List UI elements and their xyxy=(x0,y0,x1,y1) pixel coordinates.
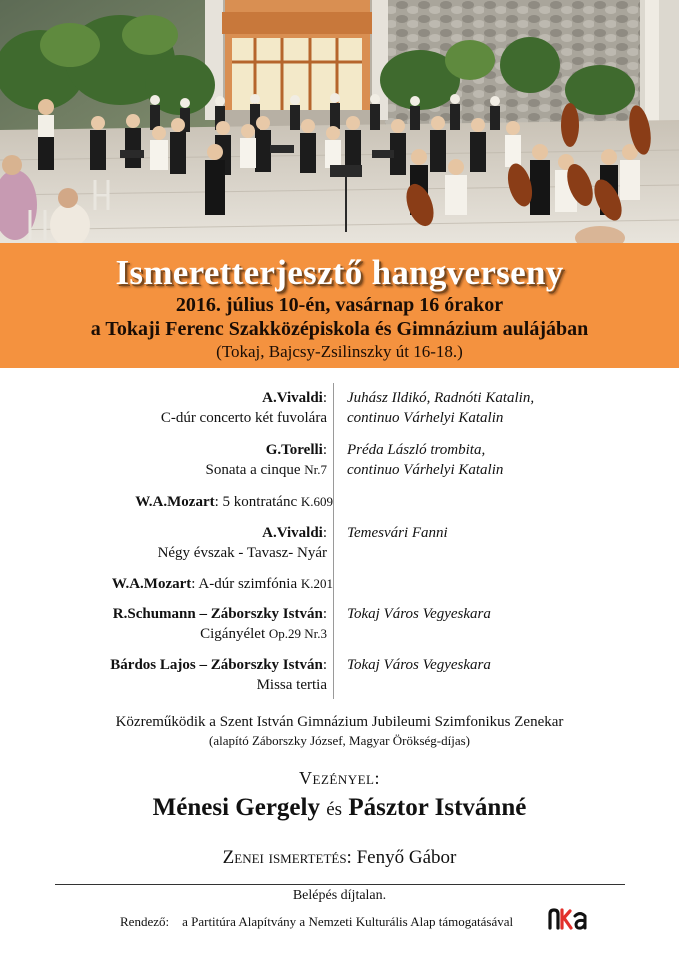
participants-text: Közreműködik a Szent István Gimnázium Jubileumi Szimfonikus Zenekar xyxy=(115,714,564,730)
orchestra-photo xyxy=(0,0,679,243)
performers: Tokaj Város Vegyeskara xyxy=(347,606,491,622)
event-date: 2016. július 10-én, vasárnap 16 órakor xyxy=(175,294,504,316)
performers: Préda László trombita, xyxy=(347,442,486,458)
event-address: (Tokaj, Bajcsy-Zsilinszky út 16-18.) xyxy=(216,342,463,361)
conjunction: és xyxy=(326,799,343,820)
program-divider xyxy=(333,383,334,699)
conductor-1: Ménesi Gergely xyxy=(152,794,320,821)
work: Sonata a cinque xyxy=(205,462,301,478)
horizontal-rule xyxy=(55,884,625,885)
composer: A.Vivaldi xyxy=(262,525,323,541)
commentary-label: Zenei ismertetés: xyxy=(222,847,352,868)
composer: W.A.Mozart xyxy=(111,576,192,592)
work: C-dúr concerto két fuvolára xyxy=(160,410,327,426)
work: Missa tertia xyxy=(256,677,327,693)
composer: A.Vivaldi xyxy=(262,390,323,406)
composer: R.Schumann – Záborszky István xyxy=(112,606,323,622)
conductor-label: Vezényel: xyxy=(299,768,380,788)
conductor-2: Pásztor Istvánné xyxy=(348,794,527,821)
work: Cigányélet xyxy=(200,626,266,642)
performers: Tokaj Város Vegyeskara xyxy=(347,657,491,673)
opus: K.201 xyxy=(300,576,333,591)
opus: Nr.7 xyxy=(304,462,327,477)
opus: K.609 xyxy=(300,494,333,509)
commentary-name: Fenyő Gábor xyxy=(356,847,457,868)
performers-line2: continuo Várhelyi Katalin xyxy=(347,410,504,426)
performers: Temesvári Fanni xyxy=(347,525,448,541)
entry-note: Belépés díjtalan. xyxy=(292,888,387,903)
nka-logo xyxy=(547,906,591,932)
commentary xyxy=(0,846,679,870)
event-title: Ismeretterjesztő hangverseny xyxy=(115,253,564,292)
performers: Juhász Ildikó, Radnóti Katalin, xyxy=(347,390,535,406)
performers-line2: continuo Várhelyi Katalin xyxy=(347,462,504,478)
header-banner xyxy=(0,243,679,368)
composer: G.Torelli xyxy=(265,442,323,458)
work: Négy évszak - Tavasz- Nyár xyxy=(157,545,327,561)
work: 5 kontratánc xyxy=(222,494,298,510)
work: A-dúr szimfónia xyxy=(198,576,298,592)
composer: Bárdos Lajos – Záborszky István xyxy=(110,657,323,673)
event-venue: a Tokaji Ferenc Szakközépiskola és Gimnázium aulájában xyxy=(90,318,589,340)
organizer-text: a Partitúra Alapítvány a Nemzeti Kulturális Alap támogatásával xyxy=(182,914,514,929)
opus: Op.29 Nr.3 xyxy=(268,626,327,641)
conductors xyxy=(0,792,679,826)
organizer-label: Rendező: xyxy=(120,914,170,929)
organizer xyxy=(120,913,513,931)
founder-text: (alapító Záborszky József, Magyar Örökség-díjas) xyxy=(209,733,470,748)
composer: W.A.Mozart xyxy=(135,494,215,510)
